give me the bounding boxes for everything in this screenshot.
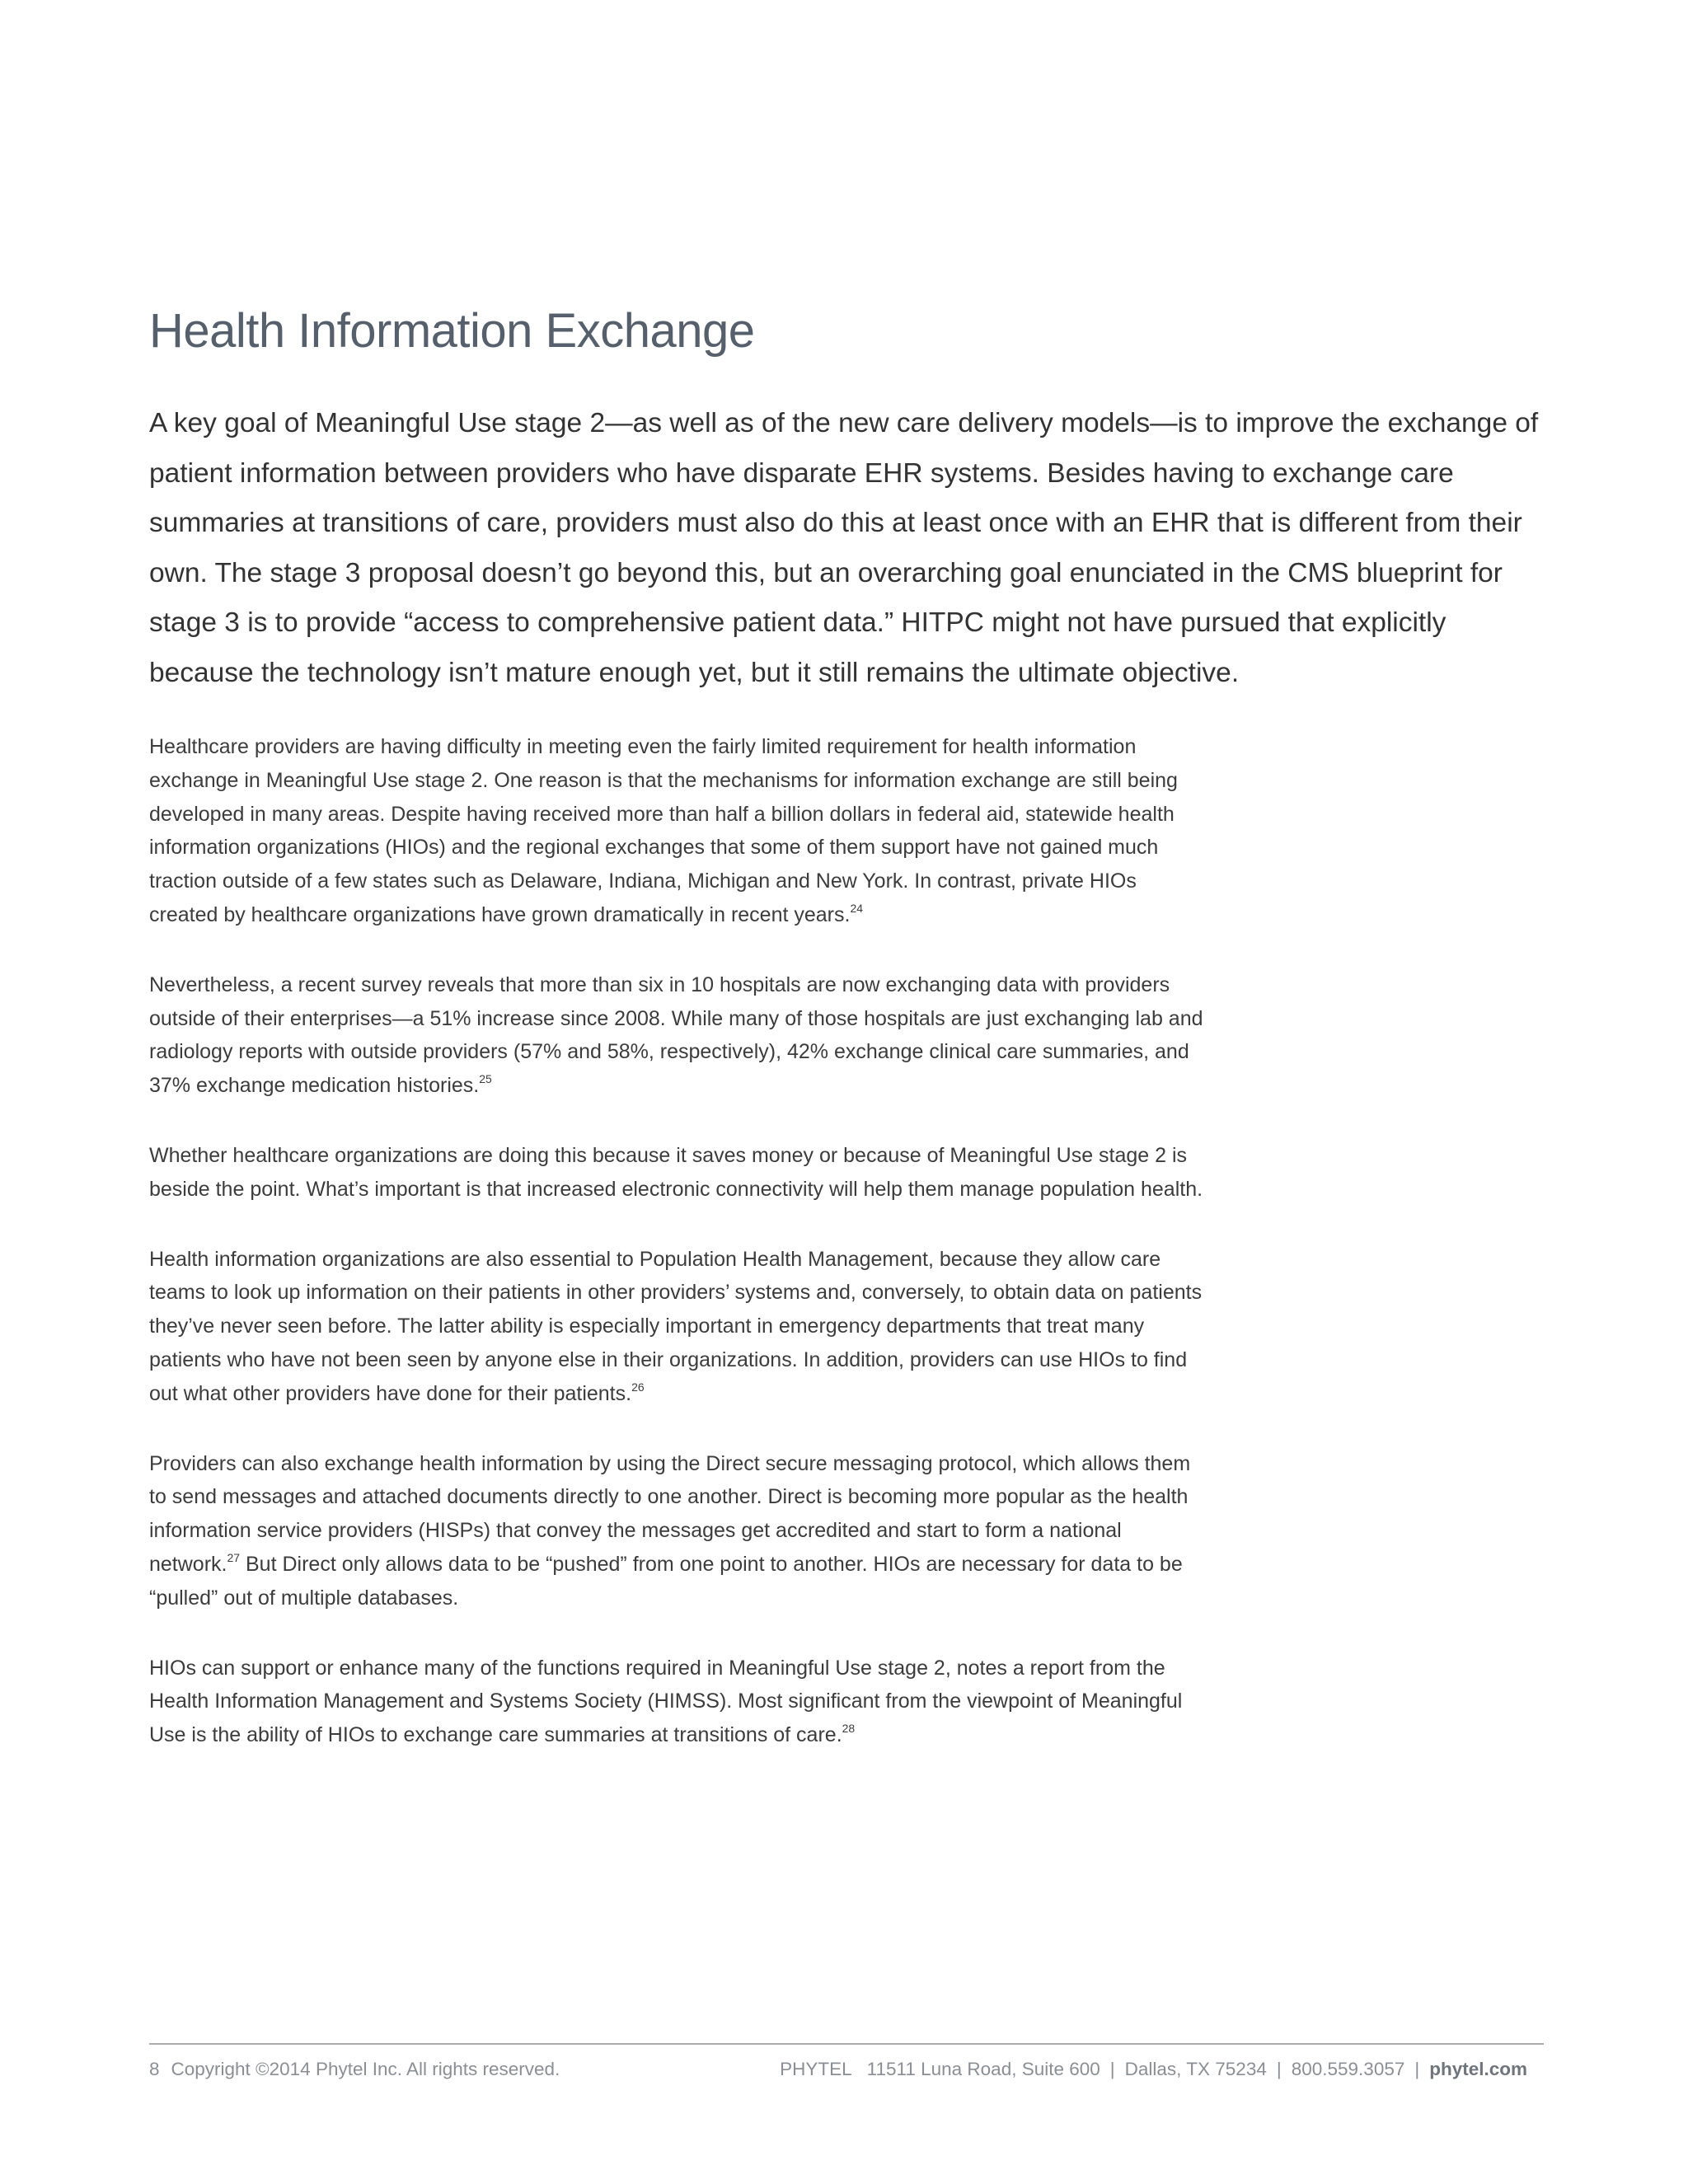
footer-left (149, 2056, 560, 2083)
paragraph-5 (149, 1447, 1204, 1615)
footnote-ref-28[interactable]: 28 (842, 1722, 856, 1736)
footnote-ref-24[interactable]: 24 (850, 901, 864, 915)
address-text: 11511 Luna Road, Suite 600 (866, 2059, 1100, 2079)
paragraph-text: Health information organizations are also essential to Population Health Management, because they allow care teams to look up information on their patients in other providers’ systems and, conversely, to obtain data on patients they’ve never seen before. The latter ability is especially important in emergency departments that treat many patients who have not been seen by anyone else in their organizations. In addition, providers can use HIOs to find out what other providers have done for their patients. (149, 1247, 1203, 1405)
lead-paragraph: A key goal of Meaningful Use stage 2—as well as of the new care delivery models—is to improve the exchange of patient information between providers who have disparate EHR systems. Besides having to exchange care summaries at transitions of care, providers must also do this at least once with an EHR that is different from their own. The stage 3 proposal doesn’t go beyond this, but an overarching goal enunciated in the CMS blueprint for stage 3 is to provide “access to comprehensive patient data.” HITPC might not have pursued that explicitly because the technology isn’t mature enough yet, but it still remains the ultimate objective. (149, 408, 1539, 688)
paragraph-6 (149, 1652, 1204, 1752)
copyright-text: Copyright ©2014 Phytel Inc. All rights reserved. (171, 2059, 560, 2079)
paragraph-text: Nevertheless, a recent survey reveals that more than six in 10 hospitals are now exchanging data with providers outside of their enterprises—a 51% increase since 2008. While many of those hospitals are just exchanging lab and radiology reports with outside providers (57% and 58%, respectively), 42% exchange clinical care summaries, and 37% exchange medication histories. (149, 972, 1203, 1098)
paragraph-2 (149, 968, 1204, 1103)
footer-separator: | (1276, 2059, 1282, 2079)
page-title: Health Information Exchange (149, 304, 755, 358)
footer-separator: | (1414, 2059, 1420, 2079)
footnote-ref-25[interactable]: 25 (479, 1072, 492, 1086)
website-link[interactable]: phytel.com (1429, 2059, 1527, 2079)
paragraph-text: Providers can also exchange health information by using the Direct secure messaging protocol, which allows them to send messages and attached documents directly to one another. Direct is becoming more popular as the health information service providers (HISPs) that convey the messages get accredited and start to form a national network. (149, 1451, 1191, 1576)
company-name: PHYTEL (780, 2059, 852, 2079)
footer-separator: | (1109, 2059, 1115, 2079)
paragraph-text: Whether healthcare organizations are doing this because it saves money or because of Meaningful Use stage 2 is beside the point. What’s important is that increased electronic connectivity will help them manage population health. (149, 1143, 1203, 1201)
footnote-ref-26[interactable]: 26 (631, 1380, 645, 1394)
city-text: Dallas, TX 75234 (1124, 2059, 1267, 2079)
page-number: 8 (149, 2059, 160, 2079)
paragraph-3 (149, 1139, 1204, 1207)
paragraph-text: Healthcare providers are having difficulty in meeting even the fairly limited requirement for health information exchange in Meaningful Use stage 2. One reason is that the mechanisms for information exchange are still being developed in many areas. Despite having received more than half a billion dollars in federal aid, statewide health information organizations (HIOs) and the regional exchanges that some of them support have not gained much traction outside of a few states such as Delaware, Indiana, Michigan and New York. In contrast, private HIOs created by healthcare organizations have grown dramatically in recent years. (149, 735, 1178, 926)
footnote-ref-27[interactable]: 27 (227, 1550, 241, 1564)
footer-contact (780, 2056, 1527, 2083)
paragraph-4 (149, 1243, 1204, 1411)
paragraph-text: HIOs can support or enhance many of the functions required in Meaningful Use stage 2, notes a report from the Health Information Management and Systems Society (HIMSS). Most significant from the viewpoint of Meaningful Use is the ability of HIOs to exchange care summaries at transitions of care. (149, 1656, 1183, 1747)
phone-number[interactable]: 800.559.3057 (1291, 2059, 1405, 2079)
paragraph-text: But Direct only allows data to be “pushed” from one point to another. HIOs are necessary for data to be “pulled” out of multiple databases. (149, 1552, 1183, 1610)
body-text (149, 730, 1204, 1788)
footer-divider (149, 2043, 1544, 2045)
paragraph-1 (149, 730, 1204, 932)
